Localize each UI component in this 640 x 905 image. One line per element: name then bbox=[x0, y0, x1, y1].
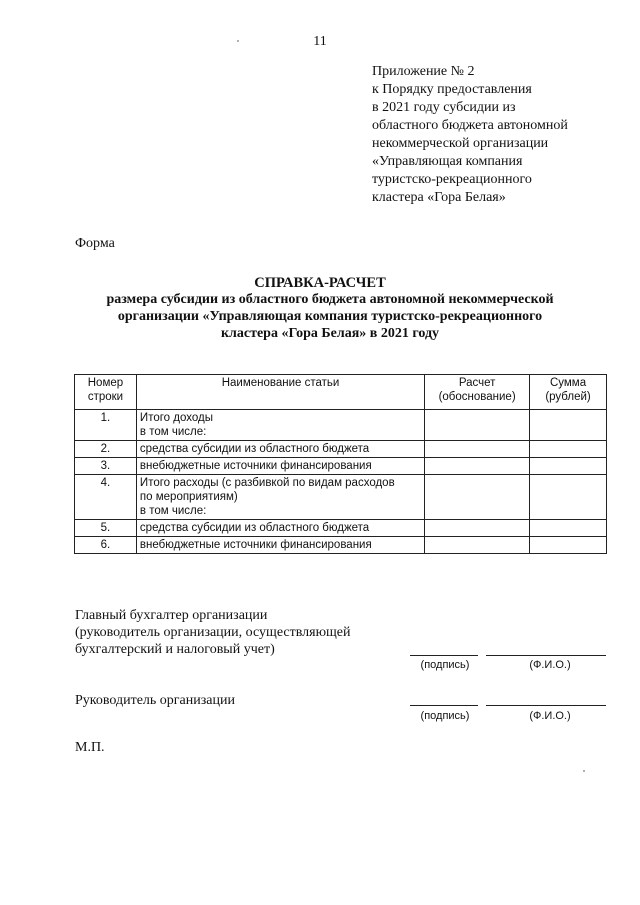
row-number: 1. bbox=[75, 410, 137, 441]
appendix-line: «Управляющая компания bbox=[372, 154, 523, 169]
table-row bbox=[75, 441, 607, 458]
row-amount-cell[interactable] bbox=[530, 458, 607, 475]
item-line: в том числе: bbox=[139, 426, 207, 438]
scan-speck bbox=[237, 40, 239, 42]
row-item-name bbox=[136, 537, 424, 554]
row-amount-cell[interactable] bbox=[530, 441, 607, 458]
row-item-name bbox=[136, 475, 424, 520]
subtitle-line: кластера «Гора Белая» в 2021 году bbox=[220, 326, 440, 341]
header-calculation bbox=[425, 375, 530, 410]
row-number: 2. bbox=[75, 441, 137, 458]
signature-caption: (подпись) bbox=[420, 710, 470, 722]
table-header-row bbox=[75, 375, 607, 410]
row-item-name bbox=[136, 410, 424, 441]
signature-caption: (подпись) bbox=[420, 659, 470, 671]
stamp-placeholder: М.П. bbox=[75, 740, 105, 755]
row-number: 5. bbox=[75, 520, 137, 537]
row-amount-cell[interactable] bbox=[530, 410, 607, 441]
appendix-line: кластера «Гора Белая» bbox=[372, 190, 506, 205]
document-subtitle bbox=[80, 291, 580, 342]
table-row bbox=[75, 537, 607, 554]
item-line: Итого расходы (с разбивкой по видам расходов bbox=[139, 477, 395, 489]
appendix-line: туристско-рекреационного bbox=[372, 172, 532, 187]
row-item-name bbox=[136, 441, 424, 458]
chief-accountant-signature-line[interactable] bbox=[410, 655, 478, 656]
subtitle-line: размера субсидии из областного бюджета автономной некоммерческой bbox=[106, 292, 554, 307]
name-caption: (Ф.И.О.) bbox=[529, 659, 571, 671]
row-calculation-cell[interactable] bbox=[425, 537, 530, 554]
item-line: внебюджетные источники финансирования bbox=[139, 539, 372, 551]
head-signature-line[interactable] bbox=[410, 705, 478, 706]
name-caption: (Ф.И.О.) bbox=[529, 710, 571, 722]
row-item-name bbox=[136, 520, 424, 537]
appendix-line: Приложение № 2 bbox=[372, 64, 475, 79]
signer-line: бухгалтерский и налоговый учет) bbox=[75, 642, 275, 657]
row-number: 3. bbox=[75, 458, 137, 475]
form-label: Форма bbox=[75, 236, 115, 251]
row-calculation-cell[interactable] bbox=[425, 458, 530, 475]
header-line: (обоснование) bbox=[438, 391, 516, 403]
item-line: средства субсидии из областного бюджета bbox=[139, 443, 370, 455]
head-name-line[interactable] bbox=[486, 705, 606, 706]
header-line: строки bbox=[87, 391, 124, 403]
header-row-number bbox=[75, 375, 137, 410]
page-number: 11 bbox=[313, 34, 327, 49]
table-row bbox=[75, 458, 607, 475]
item-line: в том числе: bbox=[139, 505, 207, 517]
row-number: 4. bbox=[75, 475, 137, 520]
header-line: Номер bbox=[87, 377, 124, 389]
table-row bbox=[75, 410, 607, 441]
header-line: Расчет bbox=[458, 377, 496, 389]
header-line: Сумма bbox=[549, 377, 587, 389]
header-amount bbox=[530, 375, 607, 410]
row-calculation-cell[interactable] bbox=[425, 441, 530, 458]
item-line: средства субсидии из областного бюджета bbox=[139, 522, 370, 534]
appendix-line: к Порядку предоставления bbox=[372, 82, 532, 97]
row-calculation-cell[interactable] bbox=[425, 410, 530, 441]
row-calculation-cell[interactable] bbox=[425, 475, 530, 520]
scan-speck bbox=[583, 770, 585, 772]
header-item-name: Наименование статьи bbox=[136, 375, 424, 410]
row-calculation-cell[interactable] bbox=[425, 520, 530, 537]
table-row bbox=[75, 520, 607, 537]
appendix-block bbox=[372, 63, 568, 207]
item-line: по мероприятиям) bbox=[139, 491, 238, 503]
row-item-name bbox=[136, 458, 424, 475]
row-amount-cell[interactable] bbox=[530, 475, 607, 520]
signer-line: Главный бухгалтер организации bbox=[75, 608, 268, 623]
appendix-line: в 2021 году субсидии из bbox=[372, 100, 516, 115]
row-number: 6. bbox=[75, 537, 137, 554]
calculation-table bbox=[74, 374, 607, 554]
document-title: СПРАВКА-РАСЧЕТ bbox=[254, 275, 386, 291]
row-amount-cell[interactable] bbox=[530, 520, 607, 537]
subtitle-line: организации «Управляющая компания туристско-рекреационного bbox=[117, 309, 543, 324]
chief-accountant-label bbox=[75, 607, 351, 658]
item-line: Итого доходы bbox=[139, 412, 213, 424]
appendix-line: некоммерческой организации bbox=[372, 136, 549, 151]
appendix-line: областного бюджета автономной bbox=[372, 118, 568, 133]
head-of-organization-label: Руководитель организации bbox=[75, 693, 235, 708]
row-amount-cell[interactable] bbox=[530, 537, 607, 554]
table-row bbox=[75, 475, 607, 520]
chief-accountant-name-line[interactable] bbox=[486, 655, 606, 656]
signer-line: (руководитель организации, осуществляющей bbox=[75, 625, 351, 640]
item-line: внебюджетные источники финансирования bbox=[139, 460, 372, 472]
header-line: (рублей) bbox=[545, 391, 591, 403]
